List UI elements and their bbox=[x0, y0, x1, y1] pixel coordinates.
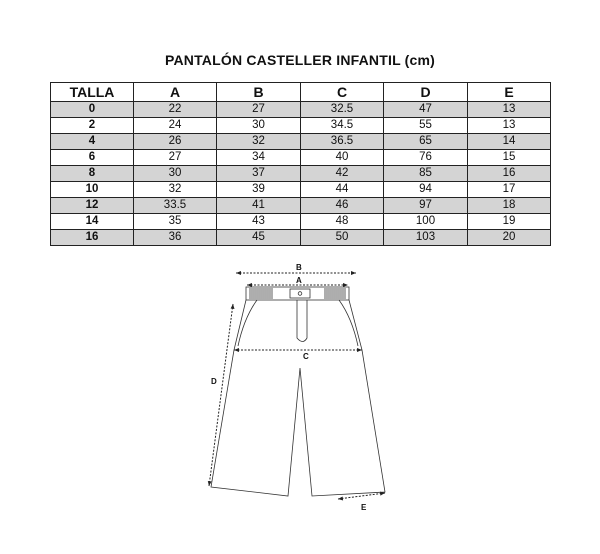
measure-cell: 94 bbox=[384, 182, 468, 198]
header-d: D bbox=[384, 83, 468, 102]
measure-cell: 30 bbox=[217, 118, 301, 134]
table-row bbox=[51, 230, 551, 246]
label-d: D bbox=[211, 377, 217, 386]
measure-cell: 65 bbox=[384, 134, 468, 150]
front-tab bbox=[290, 289, 310, 298]
talla-cell: 4 bbox=[51, 134, 134, 150]
talla-cell: 2 bbox=[51, 118, 134, 134]
measure-cell: 32 bbox=[134, 182, 217, 198]
measure-cell: 27 bbox=[134, 150, 217, 166]
table-row bbox=[51, 150, 551, 166]
header-a: A bbox=[134, 83, 217, 102]
measure-cell: 27 bbox=[217, 102, 301, 118]
measure-cell: 16 bbox=[468, 166, 551, 182]
measure-cell: 45 bbox=[217, 230, 301, 246]
dimension-d-line bbox=[209, 304, 233, 486]
measure-cell: 100 bbox=[384, 214, 468, 230]
pants-diagram bbox=[0, 258, 600, 554]
table-row bbox=[51, 182, 551, 198]
measure-cell: 85 bbox=[384, 166, 468, 182]
table-header-row bbox=[51, 83, 551, 102]
measure-cell: 39 bbox=[217, 182, 301, 198]
talla-cell: 6 bbox=[51, 150, 134, 166]
measure-cell: 32 bbox=[217, 134, 301, 150]
measure-cell: 35 bbox=[134, 214, 217, 230]
measure-cell: 36.5 bbox=[301, 134, 384, 150]
size-chart-table bbox=[50, 82, 551, 246]
table-row bbox=[51, 166, 551, 182]
measure-cell: 44 bbox=[301, 182, 384, 198]
measure-cell: 43 bbox=[217, 214, 301, 230]
measure-cell: 47 bbox=[384, 102, 468, 118]
header-talla: TALLA bbox=[51, 83, 134, 102]
measure-cell: 15 bbox=[468, 150, 551, 166]
measure-cell: 24 bbox=[134, 118, 217, 134]
talla-cell: 0 bbox=[51, 102, 134, 118]
table-row bbox=[51, 102, 551, 118]
talla-cell: 8 bbox=[51, 166, 134, 182]
label-c: C bbox=[303, 352, 309, 361]
label-e: E bbox=[361, 503, 367, 512]
measure-cell: 40 bbox=[301, 150, 384, 166]
measure-cell: 97 bbox=[384, 198, 468, 214]
measure-cell: 33.5 bbox=[134, 198, 217, 214]
measure-cell: 14 bbox=[468, 134, 551, 150]
measure-cell: 13 bbox=[468, 102, 551, 118]
measure-cell: 13 bbox=[468, 118, 551, 134]
measure-cell: 37 bbox=[217, 166, 301, 182]
talla-cell: 14 bbox=[51, 214, 134, 230]
measure-cell: 76 bbox=[384, 150, 468, 166]
talla-cell: 12 bbox=[51, 198, 134, 214]
elastic-gather-left bbox=[250, 288, 272, 299]
measure-cell: 32.5 bbox=[301, 102, 384, 118]
measure-cell: 36 bbox=[134, 230, 217, 246]
measure-cell: 30 bbox=[134, 166, 217, 182]
measure-cell: 26 bbox=[134, 134, 217, 150]
measure-cell: 42 bbox=[301, 166, 384, 182]
measure-cell: 50 bbox=[301, 230, 384, 246]
label-b: B bbox=[296, 263, 302, 272]
measure-cell: 41 bbox=[217, 198, 301, 214]
measure-cell: 46 bbox=[301, 198, 384, 214]
measure-cell: 34.5 bbox=[301, 118, 384, 134]
header-b: B bbox=[217, 83, 301, 102]
table-row bbox=[51, 134, 551, 150]
table-row bbox=[51, 198, 551, 214]
measure-cell: 55 bbox=[384, 118, 468, 134]
pants-outline bbox=[211, 300, 385, 496]
talla-cell: 10 bbox=[51, 182, 134, 198]
measure-cell: 17 bbox=[468, 182, 551, 198]
header-e: E bbox=[468, 83, 551, 102]
measure-cell: 20 bbox=[468, 230, 551, 246]
measure-cell: 22 bbox=[134, 102, 217, 118]
page-title: PANTALÓN CASTELLER INFANTIL (cm) bbox=[164, 52, 436, 68]
header-c: C bbox=[301, 83, 384, 102]
measure-cell: 34 bbox=[217, 150, 301, 166]
label-a: A bbox=[296, 276, 302, 285]
measure-cell: 48 bbox=[301, 214, 384, 230]
table-row bbox=[51, 214, 551, 230]
measure-cell: 18 bbox=[468, 198, 551, 214]
button-icon bbox=[298, 292, 302, 296]
measure-cell: 103 bbox=[384, 230, 468, 246]
measure-cell: 19 bbox=[468, 214, 551, 230]
fly-stitch bbox=[297, 300, 307, 342]
table-row bbox=[51, 118, 551, 134]
elastic-gather-right bbox=[325, 288, 345, 299]
talla-cell: 16 bbox=[51, 230, 134, 246]
